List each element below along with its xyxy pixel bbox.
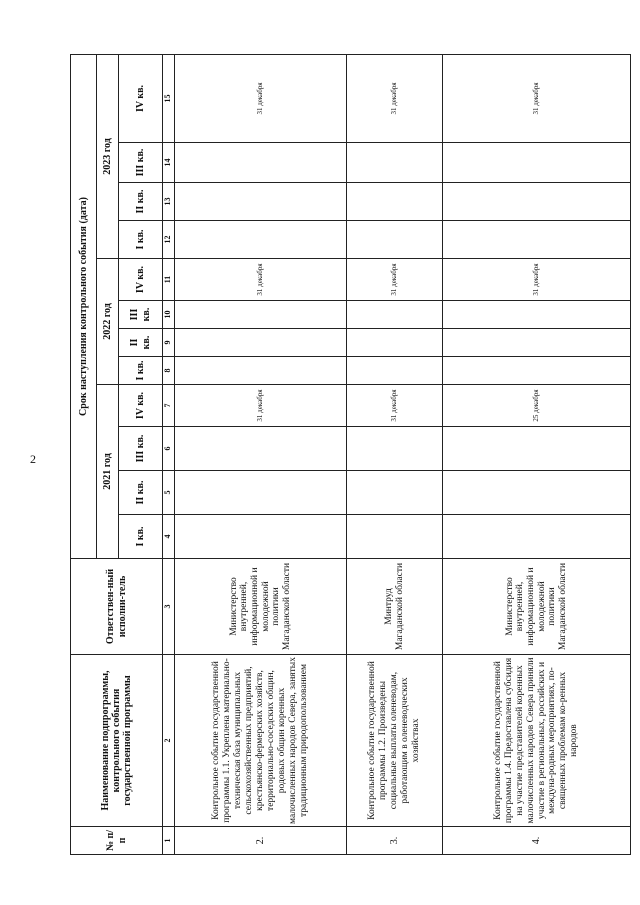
responsible-executor: Министерство внутренней, информационной и молодежной политики Магаданской области	[175, 559, 347, 655]
date-cell	[175, 183, 347, 221]
table-row	[175, 54, 347, 854]
event-name: Контрольное событие государственной программы 1.4. Предоставлена субсидия на участие представителей коренных малочисленных народов Севера приняли участие в региональных, российских и междуна-родных мероприятиях, по-священных проблемам ко-ренных народов	[443, 655, 631, 827]
date-cell	[175, 515, 347, 559]
date-cell	[347, 329, 443, 357]
header-q2-2023: II кв.	[119, 183, 163, 221]
date-cell	[347, 301, 443, 329]
responsible-executor: Министерство внутренней, информационной и молодежной политики Магаданской области	[443, 559, 631, 655]
column-number: 9	[163, 329, 175, 357]
date-cell	[443, 183, 631, 221]
control-events-table	[70, 54, 631, 855]
date-cell: 31 декабря	[175, 259, 347, 301]
header-name: Наименование подпрограммы, контрольного события государственной программы	[71, 655, 163, 827]
column-number: 11	[163, 259, 175, 301]
header-q1-2023: I кв.	[119, 221, 163, 259]
row-number: 3.	[347, 827, 443, 855]
responsible-executor: Минтруд Магаданской области	[347, 559, 443, 655]
column-number: 6	[163, 427, 175, 471]
date-cell	[347, 471, 443, 515]
date-cell	[347, 143, 443, 183]
table-row	[443, 54, 631, 854]
date-cell	[347, 357, 443, 385]
column-number: 2	[163, 655, 175, 827]
event-name: Контрольное событие государственной программы 1.2. Произведены социальные выплаты оленеводам, работающим в оленеводческих хозяйствах	[347, 655, 443, 827]
date-cell	[443, 143, 631, 183]
table-row	[347, 54, 443, 854]
header-q4-2021: IV кв.	[119, 385, 163, 427]
column-number: 12	[163, 221, 175, 259]
header-q1-2021: I кв.	[119, 515, 163, 559]
date-cell	[443, 515, 631, 559]
header-q3-2021: III кв.	[119, 427, 163, 471]
header-year-2021: 2021 год	[97, 385, 119, 559]
date-cell: 31 декабря	[443, 259, 631, 301]
date-cell: 31 декабря	[443, 54, 631, 142]
date-cell	[443, 427, 631, 471]
column-number: 4	[163, 515, 175, 559]
date-cell	[443, 301, 631, 329]
column-number: 7	[163, 385, 175, 427]
date-cell	[347, 515, 443, 559]
date-cell: 25 декабря	[443, 385, 631, 427]
header-q3-2022: III кв.	[119, 301, 163, 329]
column-number: 5	[163, 471, 175, 515]
column-number: 13	[163, 183, 175, 221]
page-number: 2	[30, 452, 36, 466]
date-cell	[175, 221, 347, 259]
date-cell: 31 декабря	[175, 54, 347, 142]
header-responsible: Ответствен-ный исполни-тель	[71, 559, 163, 655]
row-number: 2.	[175, 827, 347, 855]
header-q2-2022: II кв.	[119, 329, 163, 357]
date-cell	[175, 471, 347, 515]
date-cell	[347, 221, 443, 259]
header-year-2023: 2023 год	[97, 54, 119, 258]
header-deadline: Срок наступления контрольного события (дата)	[71, 54, 97, 558]
header-q2-2021: II кв.	[119, 471, 163, 515]
column-number: 8	[163, 357, 175, 385]
column-number: 1	[163, 827, 175, 855]
column-number: 15	[163, 54, 175, 142]
row-number: 4.	[443, 827, 631, 855]
header-year-2022: 2022 год	[97, 259, 119, 385]
date-cell	[347, 183, 443, 221]
rotated-table-container	[70, 55, 630, 855]
event-name: Контрольное событие государственной программы 1.1. Укреплена материально-техническая база муниципальных сельскохозяйственных предприятий, крестьянско-фермерских хозяйств, территориально-соседских общин, родовых общин коренных малочисленных народов Севера, занятых традиционным природопользованием	[175, 655, 347, 827]
column-number: 3	[163, 559, 175, 655]
header-num: № п/п	[71, 827, 163, 855]
date-cell	[175, 427, 347, 471]
date-cell	[175, 143, 347, 183]
date-cell	[175, 329, 347, 357]
date-cell	[443, 329, 631, 357]
date-cell: 31 декабря	[347, 259, 443, 301]
date-cell	[347, 427, 443, 471]
date-cell: 31 декабря	[347, 54, 443, 142]
header-q4-2023: IV кв.	[119, 54, 163, 142]
date-cell	[443, 221, 631, 259]
header-q3-2023: III кв.	[119, 143, 163, 183]
date-cell: 31 декабря	[347, 385, 443, 427]
date-cell	[443, 471, 631, 515]
header-q4-2022: IV кв.	[119, 259, 163, 301]
date-cell: 31 декабря	[175, 385, 347, 427]
column-number: 10	[163, 301, 175, 329]
date-cell	[443, 357, 631, 385]
header-q1-2022: I кв.	[119, 357, 163, 385]
date-cell	[175, 357, 347, 385]
date-cell	[175, 301, 347, 329]
column-number: 14	[163, 143, 175, 183]
